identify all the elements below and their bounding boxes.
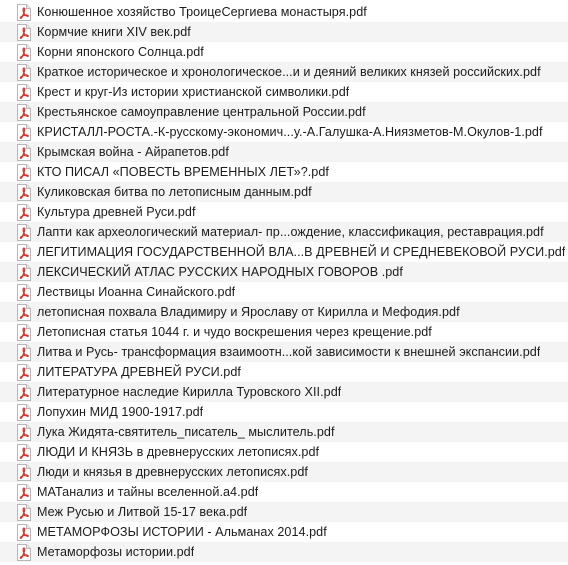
file-name: Крымская война - Айрапетов.pdf [37,145,229,159]
pdf-document-icon [17,384,31,401]
file-row[interactable] [0,242,568,262]
pdf-document-icon [17,544,31,561]
file-name: Крестьянское самоуправление центральной России.pdf [37,105,366,119]
file-name: Метаморфозы истории.pdf [37,545,195,559]
pdf-document-icon [17,164,31,181]
pdf-document-icon [17,404,31,421]
file-row[interactable] [0,542,568,562]
file-row[interactable] [0,2,568,22]
file-row[interactable] [0,402,568,422]
pdf-document-icon [17,324,31,341]
file-row[interactable] [0,362,568,382]
file-name: Конюшенное хозяйство ТроицеСергиева монастыря.pdf [37,5,367,19]
pdf-document-icon [17,284,31,301]
pdf-document-icon [17,184,31,201]
file-name: КТО ПИСАЛ «ПОВЕСТЬ ВРЕМЕННЫХ ЛЕТ»?.pdf [37,165,329,179]
file-name: ЛЮДИ И КНЯЗЬ в древнерусских летописях.pdf [37,445,320,459]
pdf-document-icon [17,444,31,461]
file-name: Летописная статья 1044 г. и чудо воскрешения через крещение.pdf [37,325,432,339]
pdf-document-icon [17,24,31,41]
file-name: МЕТАМОРФОЗЫ ИСТОРИИ - Альманах 2014.pdf [37,525,327,539]
file-name: ЛЕКСИЧЕСКИЙ АТЛАС РУССКИХ НАРОДНЫХ ГОВОРОВ .pdf [37,265,403,279]
file-name: ЛИТЕРАТУРА ДРЕВНЕЙ РУСИ.pdf [37,365,241,379]
file-name: Кормчие книги XIV век.pdf [37,25,191,39]
file-row[interactable] [0,22,568,42]
file-name: МАТанализ и тайны вселенной.а4.pdf [37,485,259,499]
pdf-document-icon [17,264,31,281]
file-row[interactable] [0,122,568,142]
pdf-document-icon [17,64,31,81]
file-name: ЛЕГИТИМАЦИЯ ГОСУДАРСТВЕННОЙ ВЛА...В ДРЕВНЕЙ И СРЕДНЕВЕКОВОЙ РУСИ.pdf [37,245,566,259]
file-name: Краткое историческое и хронологическое...и и деяний великих князей российских.pdf [37,65,541,79]
file-row[interactable] [0,162,568,182]
file-name: Лапти как археологический материал- пр...ождение, классификация, реставрация.pdf [37,225,544,239]
file-row[interactable] [0,482,568,502]
pdf-document-icon [17,244,31,261]
file-name: Люди и князья в древнерусских летописях.pdf [37,465,308,479]
file-row[interactable] [0,282,568,302]
file-row[interactable] [0,202,568,222]
file-name: Лопухин МИД 1900-1917.pdf [37,405,204,419]
file-row[interactable] [0,222,568,242]
file-row[interactable] [0,302,568,322]
file-name: КРИСТАЛЛ-РОСТА.-К-русскому-экономич...у.-А.Галушка-А.Ниязметов-М.Окулов-1.pdf [37,125,543,139]
pdf-document-icon [17,484,31,501]
pdf-document-icon [17,4,31,21]
file-row[interactable] [0,62,568,82]
pdf-document-icon [17,144,31,161]
file-row[interactable] [0,502,568,522]
file-list [0,2,568,562]
pdf-document-icon [17,204,31,221]
pdf-document-icon [17,44,31,61]
file-name: Меж Русью и Литвой 15-17 века.pdf [37,505,248,519]
pdf-document-icon [17,104,31,121]
file-name: Лука Жидята-святитель_писатель_ мыслитель.pdf [37,425,335,439]
file-row[interactable] [0,382,568,402]
file-row[interactable] [0,322,568,342]
pdf-document-icon [17,364,31,381]
pdf-document-icon [17,504,31,521]
file-row[interactable] [0,262,568,282]
file-row[interactable] [0,422,568,442]
file-name: Крест и круг-Из истории христианской символики.pdf [37,85,350,99]
pdf-document-icon [17,224,31,241]
file-name: Литва и Русь- трансформация взаимоотн...кой зависимости к внешней экспансии.pdf [37,345,541,359]
pdf-document-icon [17,524,31,541]
pdf-document-icon [17,464,31,481]
file-row[interactable] [0,522,568,542]
pdf-document-icon [17,344,31,361]
pdf-document-icon [17,424,31,441]
file-name: Куликовская битва по летописным данным.pdf [37,185,312,199]
file-name: Культура древней Руси.pdf [37,205,196,219]
file-row[interactable] [0,442,568,462]
file-row[interactable] [0,82,568,102]
file-name: Корни японского Солнца.pdf [37,45,204,59]
file-row[interactable] [0,182,568,202]
file-name: летописная похвала Владимиру и Ярославу от Кирилла и Мефодия.pdf [37,305,460,319]
file-row[interactable] [0,342,568,362]
file-row[interactable] [0,462,568,482]
pdf-document-icon [17,124,31,141]
file-name: Лествицы Иоанна Синайского.pdf [37,285,236,299]
file-row[interactable] [0,142,568,162]
file-row[interactable] [0,102,568,122]
file-row[interactable] [0,42,568,62]
file-name: Литературное наследие Кирилла Туровского XII.pdf [37,385,342,399]
pdf-document-icon [17,84,31,101]
pdf-document-icon [17,304,31,321]
